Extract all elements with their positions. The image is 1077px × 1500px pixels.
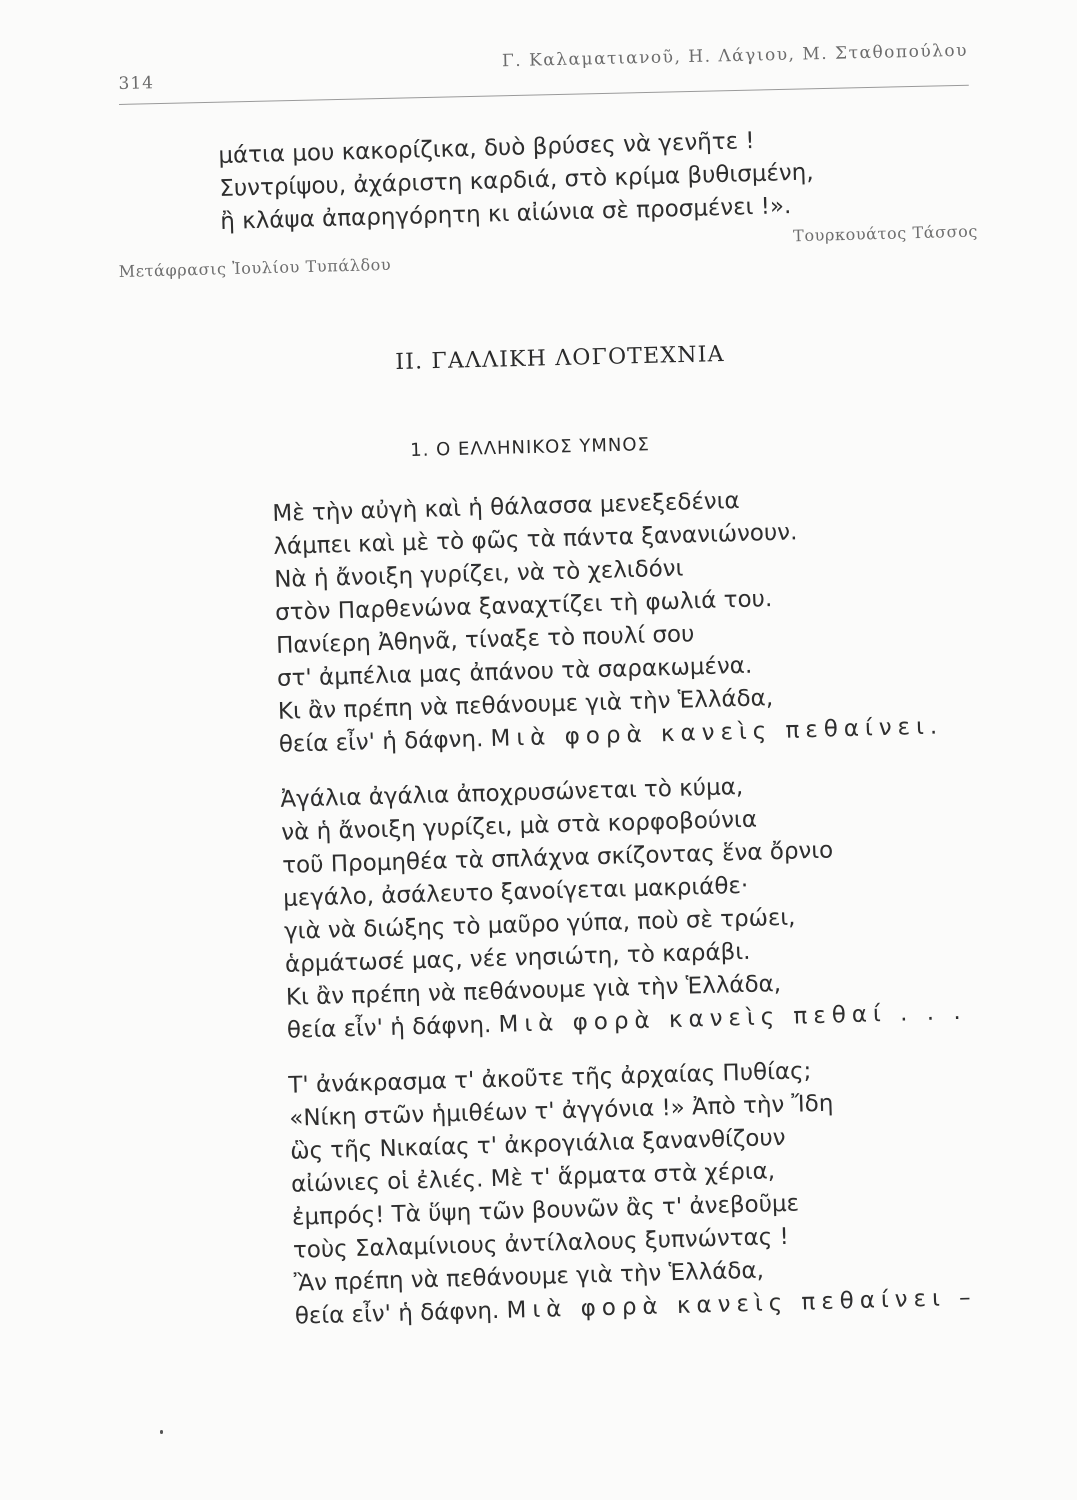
refrain-start: θεία εἶν' ἡ δάφνη. — [278, 726, 484, 758]
verse-line: μεγάλο, ἀσάλευτο ξανοίγεται μακριάθε· — [282, 872, 749, 912]
refrain-spaced: Μιὰ φορὰ κανεὶς πεθαί . . . — [498, 998, 967, 1038]
verse-line: ἁρμάτωσέ μας, νέε νησιώτη, τὸ καράβι. — [284, 938, 751, 978]
verse-line: αἰώνιες οἱ ἐλιές. Μὲ τ' ἅρματα στὰ χέρια, — [290, 1158, 776, 1198]
poem-title: 1. Ο ΕΛΛΗΝΙΚΟΣ ΥΜΝΟΣ — [410, 434, 651, 461]
verse-line: Συντρίψου, ἀχάριστη καρδιά, στὸ κρίμα βυθισμένη, — [219, 159, 814, 202]
verse-line: Νὰ ἡ ἄνοιξη γυρίζει, νὰ τὸ χελιδόνι — [273, 555, 684, 593]
verse-line: στ' ἀμπέλια μας ἀπάνου τὰ σαρακωμένα. — [276, 652, 753, 692]
verse-line: Μὲ τὴν αὐγὴ καὶ ἡ θάλασσα μενεξεδένια — [272, 487, 741, 527]
refrain-start: θεία εἶν' ἡ δάφνη. — [286, 1012, 492, 1044]
verse-line: ἐμπρός! Τὰ ὕψη τῶν βουνῶν ἂς τ' ἀνεβοῦμε — [291, 1190, 800, 1231]
page-number: 314 — [118, 73, 155, 94]
verse-line: Ἀγάλια ἀγάλια ἀποχρυσώνεται τὸ κύμα, — [280, 773, 744, 813]
verse-line: Κι ἂν πρέπη νὰ πεθάνουμε γιὰ τὴν Ἑλλάδα, — [285, 970, 782, 1011]
stanza-1 — [272, 479, 961, 762]
verse-line: τοῦ Προμηθέα τὰ σπλάχνα σκίζοντας ἕνα ὄρνιο — [281, 837, 834, 879]
previous-poem-ending — [218, 123, 815, 239]
stanza-3 — [288, 1051, 977, 1334]
author-credit: Τουρκουάτος Τάσσος — [792, 221, 979, 246]
running-head: Γ. Καλαματιανοῦ, Η. Λάγιου, Μ. Σταθοπούλου — [501, 40, 969, 72]
verse-line: τοὺς Σαλαμίνιους ἀντίλαλους ξυπνώντας ! — [292, 1223, 790, 1264]
translator-credit: Μετάφρασις Ἰουλίου Τυπάλδου — [118, 254, 392, 281]
page-header — [118, 41, 969, 116]
stanza-2 — [280, 765, 969, 1048]
refrain-start: θεία εἶν' ἡ δάφνη. — [294, 1297, 500, 1330]
verse-line: μάτια μου κακορίζικα, δυὸ βρύσες νὰ γενῆτε ! — [218, 128, 755, 169]
verse-line: στὸν Παρθενώνα ξαναχτίζει τὴ φωλιά του. — [274, 586, 773, 626]
poem-body — [272, 479, 978, 1356]
header-rule — [119, 85, 969, 105]
refrain-spaced: Μιὰ φορὰ κανεὶς πεθαίνει. — [490, 713, 944, 752]
verse-line: γιὰ νὰ διώξης τὸ μαῦρο γύπα, ποὺ σὲ τρώει, — [283, 904, 796, 945]
verse-line: λάμπει καὶ μὲ τὸ φῶς τὰ πάντα ξανανιώνουν. — [273, 519, 798, 560]
verse-line: ὣς τῆς Νικαίας τ' ἀκρογιάλια ξανανθίζουν — [289, 1124, 786, 1165]
verse-line: Κι ἂν πρέπη νὰ πεθάνουμε γιὰ τὴν Ἑλλάδα, — [277, 685, 774, 725]
verse-line: ἢ κλάψα ἀπαρηγόρητη κι αἰώνια σὲ προσμένει !». — [219, 193, 792, 235]
verse-line: νὰ ἡ ἄνοιξη γυρίζει, μὰ στὰ κορφοβούνια — [280, 806, 758, 846]
verse-line: Τ' ἀνάκρασμα τ' ἀκοῦτε τῆς ἀρχαίας Πυθίας; — [288, 1058, 812, 1099]
verse-line: Πανίερη Ἀθηνᾶ, τίναξε τὸ πουλί σου — [275, 621, 695, 659]
verse-line: «Νίκη στῶν ἡμιθέων τ' ἀγγόνια !» Ἀπὸ τὴν Ἴδη — [288, 1090, 834, 1132]
refrain-spaced: Μιὰ φορὰ κανεὶς πεθαίνει – — [506, 1284, 977, 1324]
ink-speck — [160, 1430, 163, 1434]
verse-line: Ἂν πρέπη νὰ πεθάνουμε γιὰ τὴν Ἑλλάδα, — [293, 1257, 765, 1297]
section-title: II. ΓΑΛΛΙΚΗ ΛΟΓΟΤΕΧΝΙΑ — [395, 341, 725, 375]
